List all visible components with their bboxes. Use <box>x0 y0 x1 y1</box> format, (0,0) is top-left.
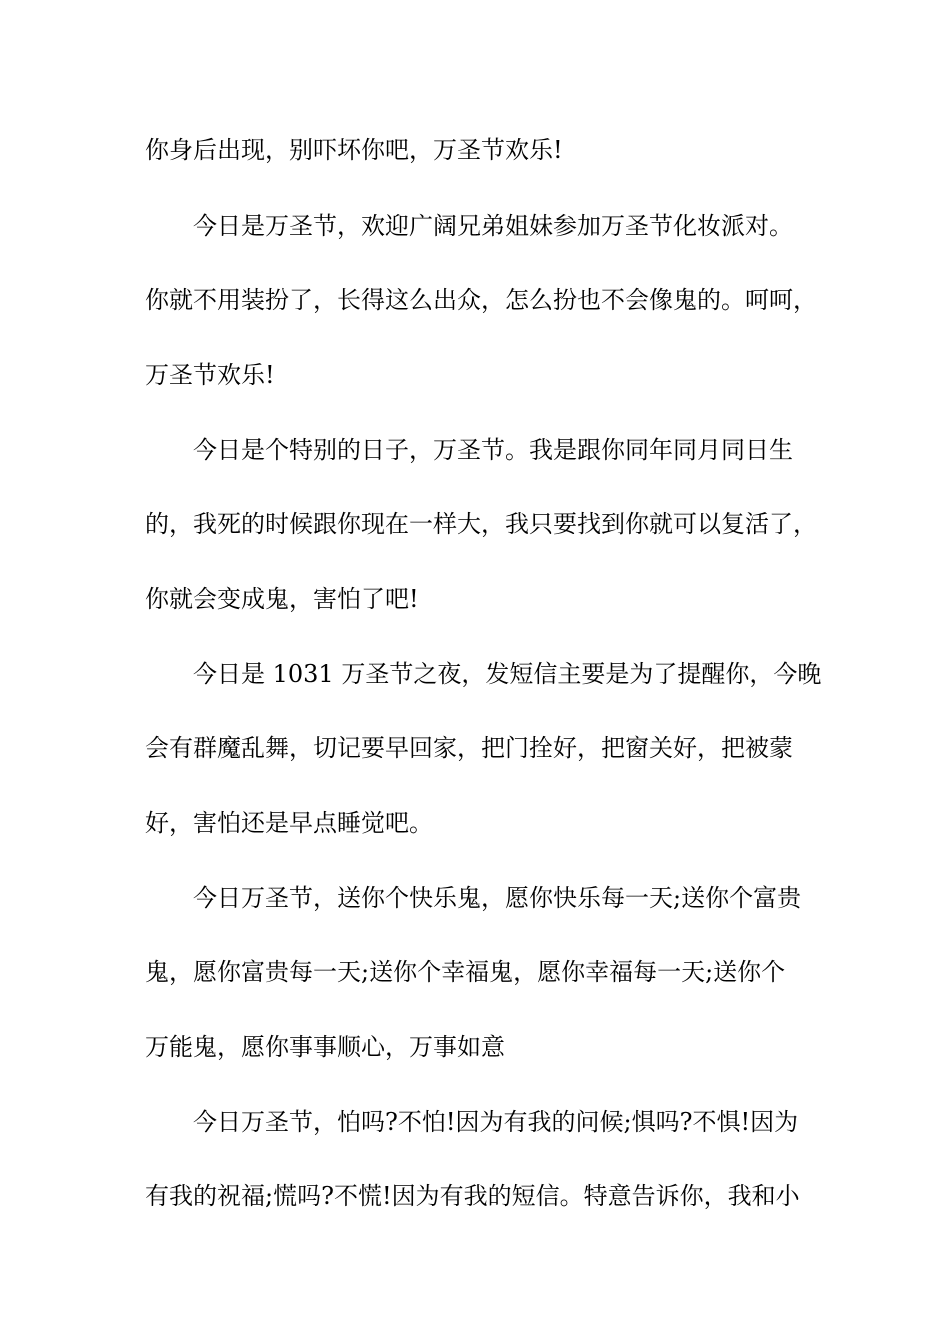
text-line: 你身后出现，别吓坏你吧，万圣节欢乐! <box>145 136 563 164</box>
text-line: 万圣节欢乐! <box>145 361 275 389</box>
text-line: 鬼，愿你富贵每一天;送你个幸福鬼，愿你幸福每一天;送你个 <box>145 958 786 986</box>
text-line: 好，害怕还是早点睡觉吧。 <box>145 809 433 837</box>
text-line: 有我的祝福;慌吗?不慌!因为有我的短信。特意告诉你，我和小 <box>145 1182 800 1210</box>
paragraph-first-line: 今日是个特别的日子，万圣节。我是跟你同年同月同日生 <box>193 436 793 464</box>
text-line: 你就会变成鬼，害怕了吧! <box>145 585 419 613</box>
paragraph-first-line: 今日万圣节，送你个快乐鬼，愿你快乐每一天;送你个富贵 <box>193 884 802 912</box>
paragraph-first-line: 今日是万圣节，欢迎广阔兄弟姐妹参加万圣节化妆派对。 <box>193 212 793 240</box>
text-line: 的，我死的时候跟你现在一样大，我只要找到你就可以复活了， <box>145 510 817 538</box>
text-line: 万能鬼，愿你事事顺心，万事如意 <box>145 1033 505 1061</box>
text-line: 你就不用装扮了，长得这么出众，怎么扮也不会像鬼的。呵呵， <box>145 286 817 314</box>
text-line: 会有群魔乱舞，切记要早回家，把门拴好，把窗关好，把被蒙 <box>145 734 793 762</box>
paragraph-first-line: 今日万圣节，怕吗?不怕!因为有我的问候;惧吗?不惧!因为 <box>193 1108 799 1136</box>
paragraph-first-line: 今日是 1031 万圣节之夜，发短信主要是为了提醒你，今晚 <box>193 660 822 688</box>
